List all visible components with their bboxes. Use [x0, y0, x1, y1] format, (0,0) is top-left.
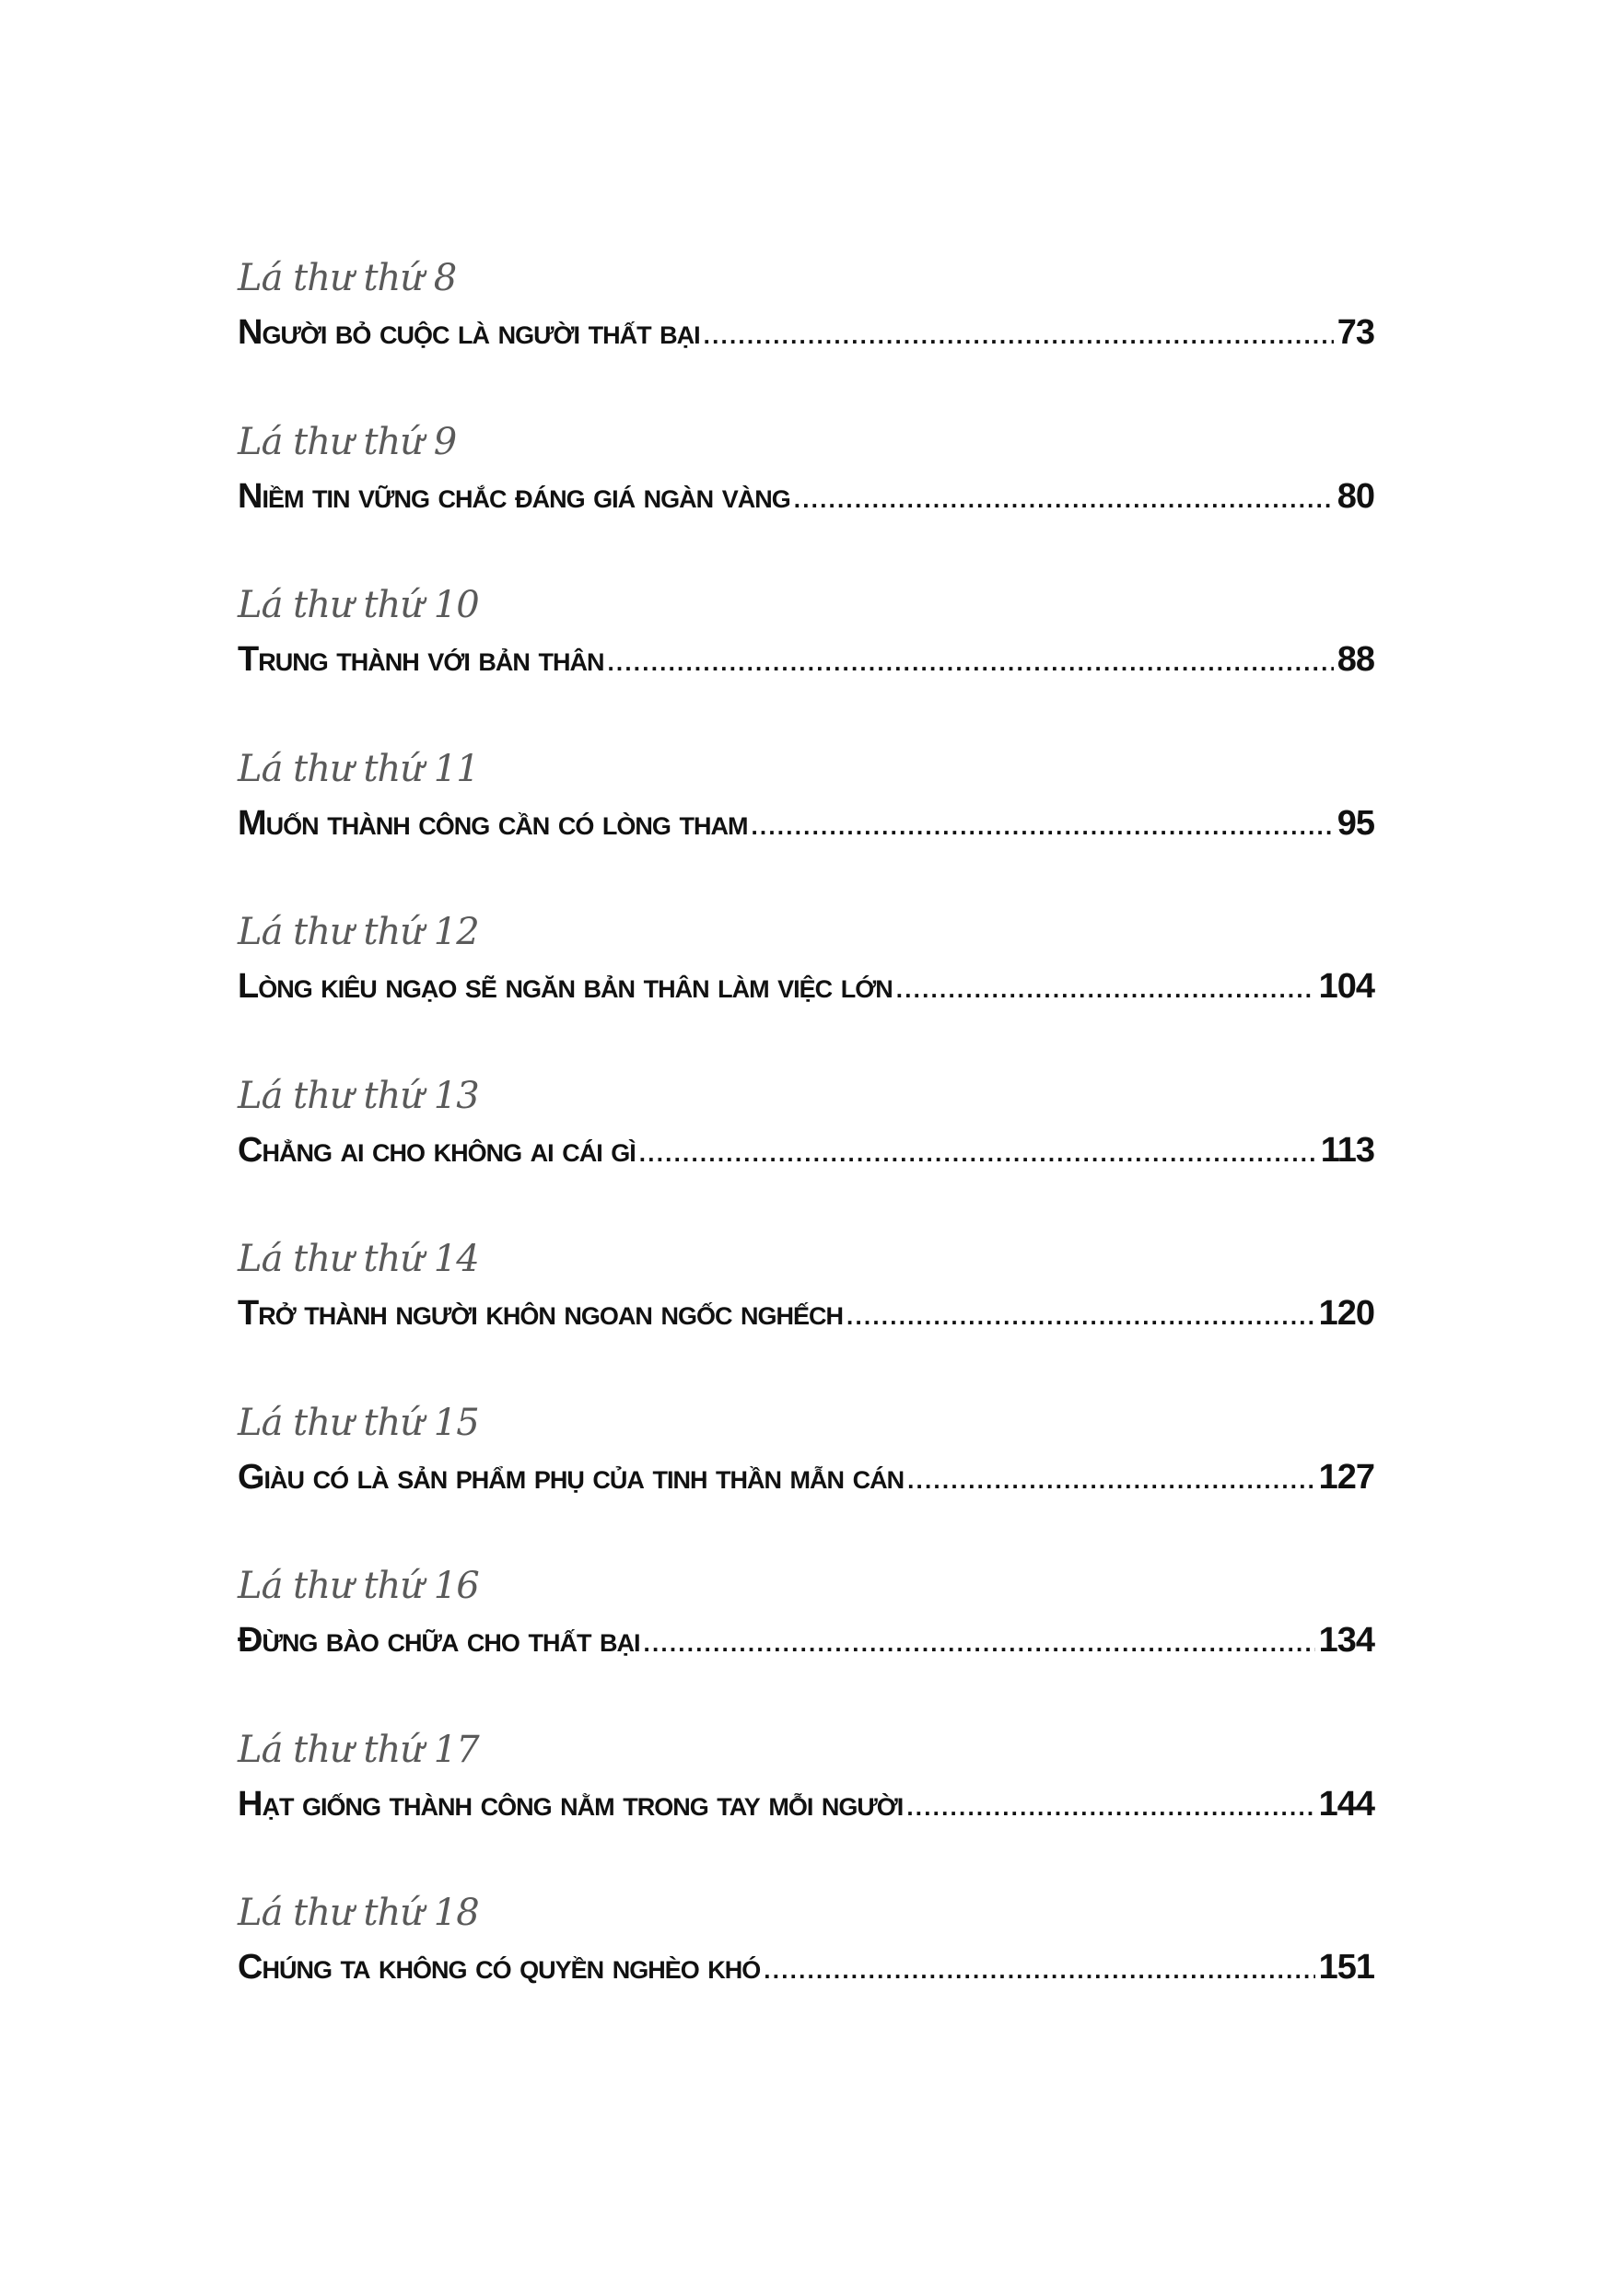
letter-heading: Lá thư thứ 9	[238, 420, 457, 463]
dot-leader	[896, 975, 1315, 1004]
chapter-title: Hạt giống thành công nằm trong tay mỗi người	[238, 1784, 904, 1824]
dot-leader	[906, 1793, 1314, 1822]
toc-row	[238, 640, 1374, 680]
toc-row	[238, 1948, 1374, 1987]
dot-leader	[794, 485, 1334, 514]
chapter-title: Người bỏ cuộc là người thất bại	[238, 313, 700, 352]
dot-leader	[846, 1302, 1315, 1331]
toc-entry	[238, 904, 1374, 1068]
toc-row	[238, 477, 1374, 517]
letter-heading: Lá thư thứ 14	[238, 1238, 479, 1280]
page-number: 144	[1318, 1784, 1374, 1824]
chapter-title: Lòng kiêu ngạo sẽ ngăn bản thân làm việc lớn	[238, 967, 893, 1006]
page-number: 95	[1337, 803, 1374, 843]
toc-entry	[238, 1395, 1374, 1559]
dot-leader	[907, 1466, 1315, 1495]
chapter-title: Chúng ta không có quyền nghèo khó	[238, 1948, 761, 1987]
page-number: 80	[1337, 476, 1374, 516]
chapter-title: Trung thành với bản thân	[238, 640, 604, 679]
toc-row	[238, 1621, 1374, 1661]
dot-leader	[607, 648, 1333, 677]
toc-row	[238, 967, 1374, 1007]
toc-row	[238, 804, 1374, 844]
toc-entry	[238, 1722, 1374, 1886]
dot-leader	[764, 1956, 1314, 1985]
chapter-title: Chẳng ai cho không ai cái gì	[238, 1130, 636, 1170]
letter-heading: Lá thư thứ 10	[238, 584, 479, 626]
toc-row	[238, 313, 1374, 353]
letter-heading: Lá thư thứ 11	[238, 747, 479, 790]
chapter-title: Đừng bào chữa cho thất bại	[238, 1621, 640, 1660]
toc-entry	[238, 741, 1374, 905]
letter-heading: Lá thư thứ 12	[238, 911, 479, 953]
chapter-title: Niềm tin vững chắc đáng giá ngàn vàng	[238, 476, 790, 516]
chapter-title: Giàu có là sản phẩm phụ của tinh thần mẫn cán	[238, 1457, 905, 1497]
toc-entry	[238, 1558, 1374, 1722]
letter-heading: Lá thư thứ 18	[238, 1892, 479, 1934]
chapter-title: Muốn thành công cần có lòng tham	[238, 803, 748, 843]
dot-leader	[644, 1629, 1315, 1658]
toc-row	[238, 1131, 1374, 1171]
toc-entry	[238, 1885, 1374, 2049]
letter-heading: Lá thư thứ 15	[238, 1401, 479, 1444]
toc-row	[238, 1294, 1374, 1334]
dot-leader	[751, 812, 1333, 841]
page-number: 134	[1318, 1621, 1374, 1660]
toc-entry	[238, 577, 1374, 741]
toc-entry	[238, 1231, 1374, 1395]
letter-heading: Lá thư thứ 8	[238, 257, 457, 299]
toc-row	[238, 1785, 1374, 1824]
letter-heading: Lá thư thứ 13	[238, 1074, 479, 1117]
letter-heading: Lá thư thứ 17	[238, 1728, 479, 1771]
page-number: 73	[1337, 313, 1374, 352]
page-number: 127	[1318, 1457, 1374, 1497]
dot-leader	[704, 321, 1334, 350]
toc-row	[238, 1458, 1374, 1498]
page-number: 151	[1318, 1948, 1374, 1987]
dot-leader	[639, 1139, 1317, 1168]
page-number: 120	[1318, 1294, 1374, 1333]
chapter-title: Trở thành người khôn ngoan ngốc nghếch	[238, 1294, 844, 1333]
page-number: 104	[1318, 967, 1374, 1006]
table-of-contents	[238, 251, 1374, 2049]
letter-heading: Lá thư thứ 16	[238, 1565, 479, 1607]
toc-entry	[238, 251, 1374, 414]
page-number: 88	[1337, 640, 1374, 679]
toc-entry	[238, 1068, 1374, 1232]
page-number: 113	[1320, 1130, 1374, 1170]
toc-entry	[238, 414, 1374, 578]
